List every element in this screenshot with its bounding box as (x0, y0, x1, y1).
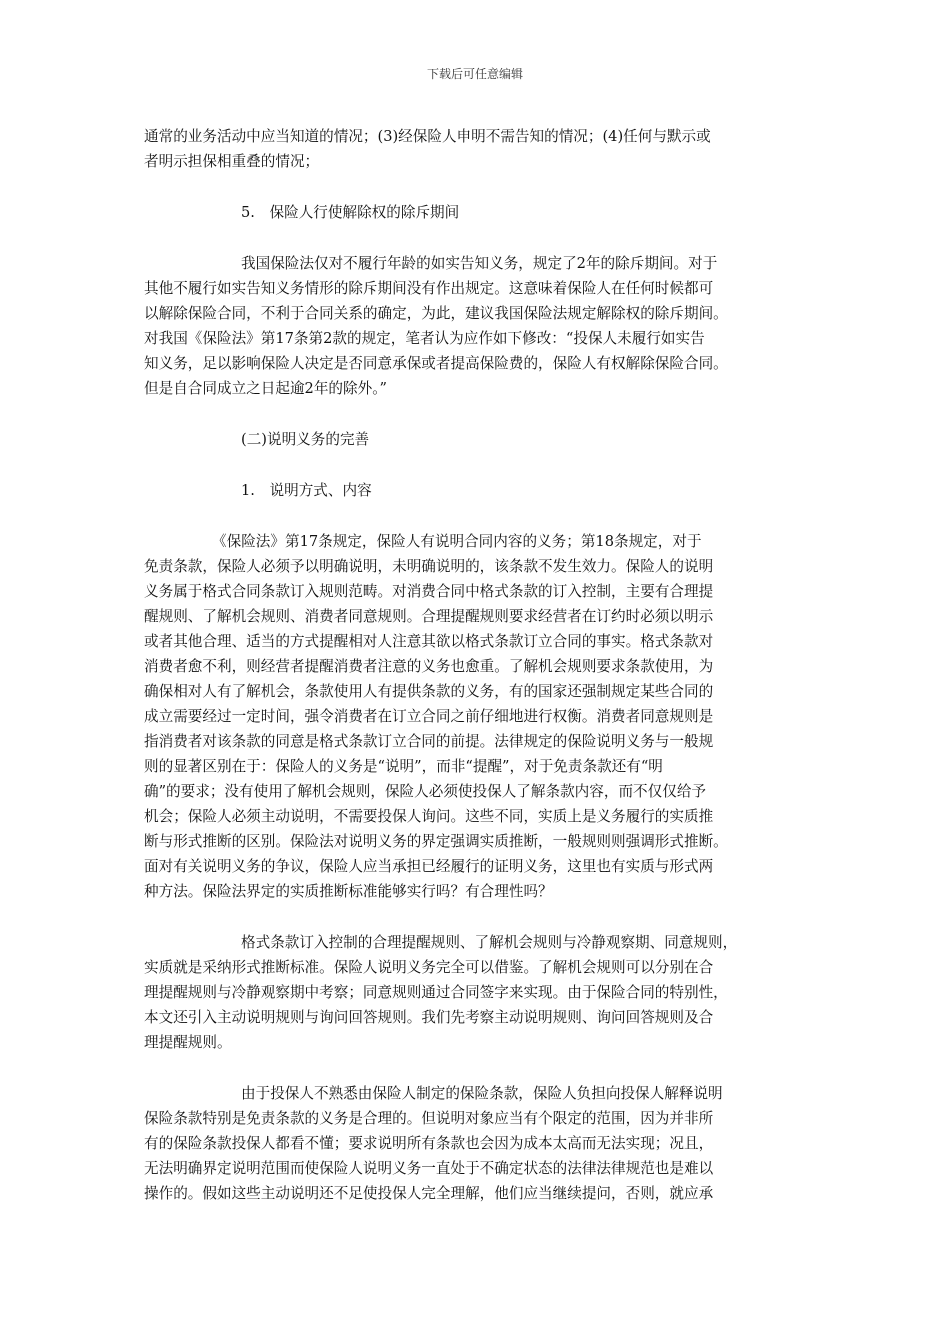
paragraph (144, 930, 806, 1055)
text-line: 则的显著区别在于：保险人的义务是“说明”，而非“提醒”，对于免责条款还有“明 (144, 758, 663, 775)
text-line: 但是自合同成立之日起逾2年的除外。” (144, 380, 387, 397)
text-line: 消费者愈不利，则经营者提醒消费者注意的义务也愈重。了解机会规则要求条款使用，为 (144, 658, 714, 675)
text-line: 格式条款订入控制的合理提醒规则、了解机会规则与冷静观察期、同意规则， (241, 934, 738, 951)
text-line: 面对有关说明义务的争议，保险人应当承担已经履行的证明义务，这里也有实质与形式两 (144, 858, 714, 875)
text-line: 对我国《保险法》第17条第2款的规定，笔者认为应作如下修改：“投保人未履行如实告 (144, 330, 705, 347)
text-line: 义务属于格式合同条款订入规则范畴。对消费合同中格式条款的订入控制，主要有合理提 (144, 583, 714, 600)
heading-text: (二)说明义务的完善 (241, 431, 370, 448)
text-line: 无法明确界定说明范围而使保险人说明义务一直处于不确定状态的法律法律规范也是难以 (144, 1160, 714, 1177)
text-line: 以解除保险合同，不利于合同关系的确定，为此，建议我国保险法规定解除权的除斥期间。 (144, 305, 728, 322)
text-line: 《保险法》第17条规定，保险人有说明合同内容的义务；第18条规定，对于 (212, 533, 702, 550)
text-line: 我国保险法仅对不履行年龄的如实告知义务，规定了2年的除斥期间。对于 (241, 255, 718, 272)
text-line: 由于投保人不熟悉由保险人制定的保险条款，保险人负担向投保人解释说明 (241, 1085, 723, 1102)
text-line: 理提醒规则与冷静观察期中考察；同意规则通过合同签字来实现。由于保险合同的特别性， (144, 984, 728, 1001)
text-line: 理提醒规则。 (144, 1034, 232, 1051)
paragraph (144, 1081, 806, 1206)
text-line: 种方法。保险法界定的实质推断标准能够实行吗？有合理性吗？ (144, 883, 553, 900)
text-line: 机会；保险人必须主动说明，不需要投保人询问。这些不同，实质上是义务履行的实质推 (144, 808, 714, 825)
text-line: 确”的要求；没有使用了解机会规则，保险人必须使投保人了解条款内容，而不仅仅给予 (144, 783, 707, 800)
text-line: 其他不履行如实告知义务情形的除斥期间没有作出规定。这意味着保险人在任何时候都可 (144, 280, 714, 297)
text-line: 免责条款，保险人必须予以明确说明，未明确说明的，该条款不发生效力。保险人的说明 (144, 558, 714, 575)
text-line: 断与形式推断的区别。保险法对说明义务的界定强调实质推断，一般规则则强调形式推断。 (144, 833, 728, 850)
heading-text: 1. 说明方式、内容 (241, 482, 372, 499)
section-heading (144, 478, 806, 503)
text-line: 成立需要经过一定时间，强令消费者在订立合同之前仔细地进行权衡。消费者同意规则是 (144, 708, 714, 725)
paragraph (144, 251, 806, 401)
text-line: 醒规则、了解机会规则、消费者同意规则。合理提醒规则要求经营者在订约时必须以明示 (144, 608, 714, 625)
document-body (144, 124, 806, 1232)
text-line: 实质就是采纳形式推断标准。保险人说明义务完全可以借鉴。了解机会规则可以分别在合 (144, 959, 714, 976)
text-line: 本文还引入主动说明规则与询问回答规则。我们先考察主动说明规则、询问回答规则及合 (144, 1009, 714, 1026)
heading-text: 5. 保险人行使解除权的除斥期间 (241, 204, 460, 221)
text-line: 操作的。假如这些主动说明还不足使投保人完全理解，他们应当继续提问，否则，就应承 (144, 1185, 714, 1202)
page-header: 下载后可任意编辑 (426, 67, 523, 81)
paragraph (144, 529, 806, 904)
text-line: 知义务，足以影响保险人决定是否同意承保或者提高保险费的，保险人有权解除保险合同。 (144, 355, 728, 372)
text-line: 指消费者对该条款的同意是格式条款订立合同的前提。法律规定的保险说明义务与一般规 (144, 733, 714, 750)
text-line: 确保相对人有了解机会，条款使用人有提供条款的义务，有的国家还强制规定某些合同的 (144, 683, 714, 700)
text-line: 保险条款特别是免责条款的义务是合理的。但说明对象应当有个限定的范围，因为并非所 (144, 1110, 714, 1127)
text-line: 或者其他合理、适当的方式提醒相对人注意其欲以格式条款订立合同的事实。格式条款对 (144, 633, 714, 650)
text-line: 通常的业务活动中应当知道的情况；(3)经保险人申明不需告知的情况；(4)任何与默示或 (144, 128, 711, 145)
text-line: 者明示担保相重叠的情况； (144, 153, 320, 170)
section-heading (144, 200, 806, 225)
text-line: 有的保险条款投保人都看不懂；要求说明所有条款也会因为成本太高而无法实现；况且， (144, 1135, 714, 1152)
section-heading (144, 427, 806, 452)
paragraph-continuation (144, 124, 806, 174)
